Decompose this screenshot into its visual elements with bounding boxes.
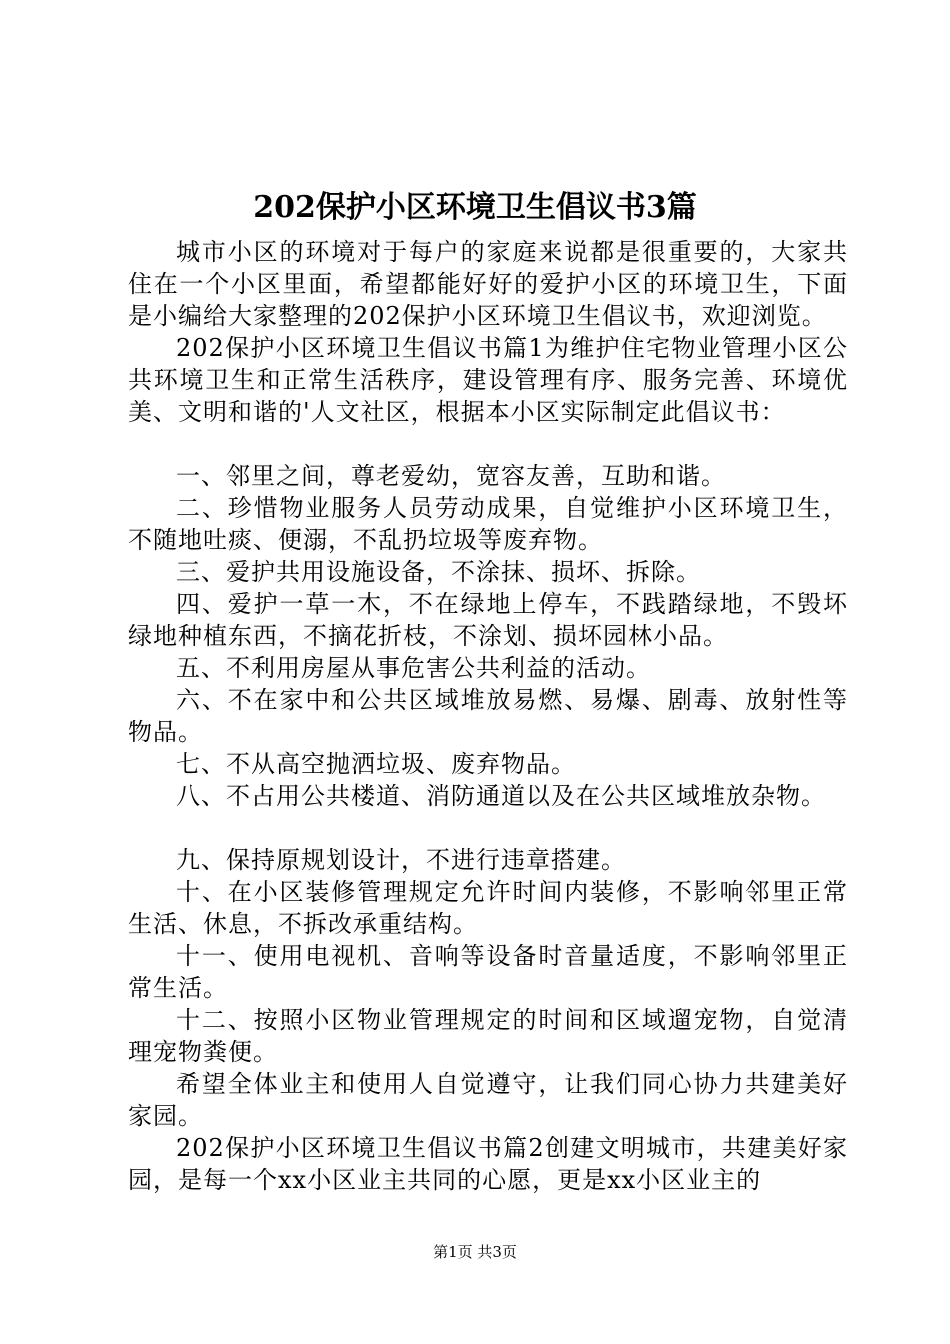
document-title: 202保护小区环境卫生倡议书3篇 bbox=[253, 190, 697, 225]
paragraph-item-12: 十二、按照小区物业管理规定的时间和区域遛宠物，自觉清理宠物粪便。 bbox=[128, 1006, 848, 1066]
paragraph-item-5: 五、不利用房屋从事危害公共利益的活动。 bbox=[176, 654, 651, 682]
paragraph-item-10: 十、在小区装修管理规定允许时间内装修，不影响邻里正常生活、休息，不拆改承重结构。 bbox=[128, 878, 848, 938]
document-body bbox=[128, 236, 848, 1196]
paragraph-closing: 希望全体业主和使用人自觉遵守，让我们同心协力共建美好家园。 bbox=[128, 1070, 848, 1130]
paragraph-item-2: 二、珍惜物业服务人员劳动成果，自觉维护小区环境卫生，不随地吐痰、便溺，不乱扔垃圾等废弃物。 bbox=[128, 494, 848, 554]
page-footer: 第1页 共3页 bbox=[433, 1243, 517, 1261]
paragraph-intro: 城市小区的环境对于每户的家庭来说都是很重要的，大家共住在一个小区里面，希望都能好好的爱护小区的环境卫生，下面是小编给大家整理的202保护小区环境卫生倡议书，欢迎浏览。 bbox=[128, 238, 848, 330]
paragraph-item-8: 八、不占用公共楼道、消防通道以及在公共区域堆放杂物。 bbox=[176, 782, 826, 810]
paragraph-item-9: 九、保持原规划设计，不进行违章搭建。 bbox=[176, 846, 626, 874]
paragraph-item-4: 四、爱护一草一木，不在绿地上停车，不践踏绿地，不毁坏绿地种植东西，不摘花折枝，不涂划、损坏园林小品。 bbox=[128, 590, 848, 650]
paragraph-item-3: 三、爱护共用设施设备，不涂抹、损坏、拆除。 bbox=[176, 558, 701, 586]
paragraph-article-2-intro: 202保护小区环境卫生倡议书篇2创建文明城市，共建美好家园，是每一个xx小区业主共同的心愿，更是xx小区业主的 bbox=[128, 1134, 848, 1194]
paragraph-article-1-intro: 202保护小区环境卫生倡议书篇1为维护住宅物业管理小区公共环境卫生和正常生活秩序，建设管理有序、服务完善、环境优美、文明和谐的'人文社区，根据本小区实际制定此倡议书： bbox=[128, 334, 848, 426]
paragraph-item-1: 一、邻里之间，尊老爱幼，宽容友善，互助和谐。 bbox=[176, 462, 726, 490]
paragraph-item-11: 十一、使用电视机、音响等设备时音量适度，不影响邻里正常生活。 bbox=[128, 942, 848, 1002]
paragraph-item-7: 七、不从高空抛洒垃圾、废弃物品。 bbox=[176, 750, 576, 778]
paragraph-item-6: 六、不在家中和公共区域堆放易燃、易爆、剧毒、放射性等物品。 bbox=[128, 686, 848, 746]
